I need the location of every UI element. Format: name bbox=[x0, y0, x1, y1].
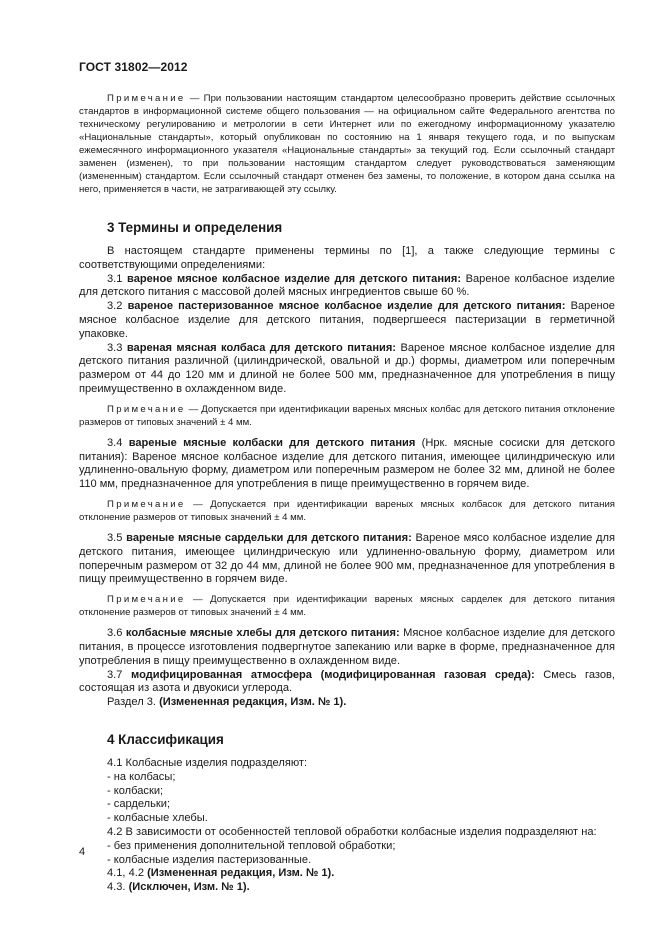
note-text: — Допускается при идентификации вареных мясных сарделек для детского питания отклонение размеров от типовых значений ± 4 мм. bbox=[79, 594, 615, 619]
term-3-2 bbox=[79, 300, 615, 341]
amendment-note: (Измененная редакция, Изм. № 1). bbox=[147, 867, 335, 880]
amendment-4-1-4-2 bbox=[79, 867, 615, 881]
term-3-5 bbox=[79, 532, 615, 587]
term-definition: Мясное колбасное изделие для детского питания, в процессе изготовления подвергнутое запеканию или варке в форме, предназначенное для употребления в пищу преимущественно в охлажденном виде. bbox=[79, 627, 615, 667]
clause-4-2: 4.2 В зависимости от особенностей тепловой обработки колбасные изделия подразделяют на: bbox=[107, 825, 597, 838]
term-number: 3.4 bbox=[107, 436, 123, 449]
amendment-prefix: 4.3. bbox=[107, 881, 129, 894]
term-name: вареная мясная колбаса для детского питания: bbox=[126, 341, 397, 354]
term-3-4 bbox=[79, 437, 615, 492]
list-item: - колбасные хлебы. bbox=[107, 812, 208, 825]
term-3-3 bbox=[79, 342, 615, 397]
note-3-3 bbox=[79, 403, 615, 429]
list-item: - колбаски; bbox=[107, 784, 164, 797]
term-definition: Вареное колбасное изделие для детского питания с массовой долей мясных ингредиентов свыше 60 %. bbox=[79, 272, 615, 299]
term-number: 3.3 bbox=[107, 341, 123, 354]
note-3-5 bbox=[79, 593, 615, 619]
term-3-1 bbox=[79, 273, 615, 301]
term-3-7 bbox=[79, 669, 615, 697]
term-name: колбасные мясные хлебы для детского питания: bbox=[125, 627, 400, 640]
term-name: модифицированная атмосфера (модифицированная газовая среда): bbox=[131, 668, 535, 681]
amendment-prefix: Раздел 3. bbox=[107, 696, 160, 709]
term-name: вареное мясное колбасное изделие для детского питания: bbox=[127, 272, 462, 285]
clause-4-1: 4.1 Колбасные изделия подразделяют: bbox=[107, 756, 308, 769]
section-3-amendment bbox=[79, 696, 615, 710]
term-definition: (Нрк. мясные сосиски для детского питания): Вареное мясное колбасное изделие для детского питания, имеющее цилиндрическую или удлиненно-овальную форму, диаметром или поперечным размером не более 32 мм, длиной не более 110 мм, предназначенное для употребления в пище преимущественно в горячем виде. bbox=[79, 436, 615, 491]
list-item: - сардельки; bbox=[107, 798, 171, 811]
section-4-title: 4 Классификация bbox=[107, 731, 224, 747]
term-name: вареное пастеризованное мясное колбасное изделие для детского питания: bbox=[127, 300, 566, 313]
term-name: вареные мясные колбаски для детского питания bbox=[128, 436, 416, 449]
amendment-note: (Исключен, Изм. № 1). bbox=[128, 881, 250, 894]
note-text: — При пользовании настоящим стандартом целесообразно проверить действие ссылочных стандартов в информационной системе общего пользования — на официальном сайте Федерального агентства по техническому регулированию и метрологии в сети Интернет или по ежегодному информационному указателю «Национальные стандарты», который опубликован по состоянию на 1 января текущего года, и по выпускам ежемесячного информационного указателя «Национальные стандарты» за текущий год. Если ссылочный стандарт заменен (изменен), то при пользовании настоящим стандартом следует руководствоваться заменяющим (измененным) стандартом. Если ссылочный стандарт отменен без замены, то положение, в котором дана ссылка на него, применяется в части, не затрагивающей эту ссылку. bbox=[79, 93, 615, 195]
term-definition: Смесь газов, состоящая из азота и двуокиси углерода. bbox=[79, 668, 615, 695]
term-name: вареные мясные сардельки для детского питания: bbox=[126, 531, 412, 544]
term-number: 3.1 bbox=[107, 272, 123, 285]
note-text: — Допускается при идентификации вареных мясных колбасок для детского питания отклонение размеров от типовых значений ± 4 мм. bbox=[79, 498, 615, 523]
page-number: 4 bbox=[79, 846, 86, 858]
document-header: ГОСТ 31802—2012 bbox=[79, 60, 188, 74]
intro-note bbox=[79, 92, 615, 196]
note-label: Примечание bbox=[107, 594, 186, 606]
section-3-title: 3 Термины и определения bbox=[107, 220, 283, 235]
list-item: - без применения дополнительной тепловой обработки; bbox=[107, 839, 396, 852]
amendment-note: (Измененная редакция, Изм. № 1). bbox=[159, 696, 347, 709]
list-item: - на колбасы; bbox=[107, 770, 176, 783]
term-number: 3.7 bbox=[107, 668, 123, 681]
term-definition: Вареное мясо колбасное изделие для детского питания, имеющее цилиндрическую или удлиненно-овальную форму, диаметром или поперечным размером от 32 до 44 мм, длиной не более 900 мм, предназначенное для употребления в пищу преимущественно в горячем виде. bbox=[79, 531, 615, 586]
term-number: 3.2 bbox=[107, 300, 123, 313]
term-number: 3.5 bbox=[107, 531, 123, 544]
note-text: — Допускается при идентификации вареных мясных колбас для детского питания отклонение размеров от типовых значений ± 4 мм. bbox=[79, 403, 615, 428]
term-number: 3.6 bbox=[107, 627, 123, 640]
term-definition: Вареное мясное колбасное изделие для детского питания, подвергшееся пастеризации в герметичной упаковке. bbox=[79, 300, 615, 340]
amendment-prefix: 4.1, 4.2 bbox=[107, 867, 148, 880]
note-3-4 bbox=[79, 498, 615, 524]
page-body bbox=[79, 92, 615, 895]
list-item: - колбасные изделия пастеризованные. bbox=[107, 853, 312, 866]
note-label: Примечание bbox=[107, 403, 186, 415]
amendment-4-3 bbox=[79, 881, 615, 895]
section-3-intro: В настоящем стандарте применены термины по [1], а также следующие термины с соответствующими определениями: bbox=[79, 245, 615, 271]
term-definition: Вареное мясное колбасное изделие для детского питания различной (цилиндрической, овальной и др.) формы, диаметром или поперечным размером от 44 до 120 мм и длиной не более 500 мм, предназначенное для употребления в пищу преимущественно в охлажденном виде. bbox=[79, 341, 615, 395]
term-3-6 bbox=[79, 627, 615, 668]
section-4-content bbox=[79, 757, 615, 895]
note-label: Примечание bbox=[107, 498, 186, 510]
note-label: Примечание bbox=[107, 93, 186, 104]
